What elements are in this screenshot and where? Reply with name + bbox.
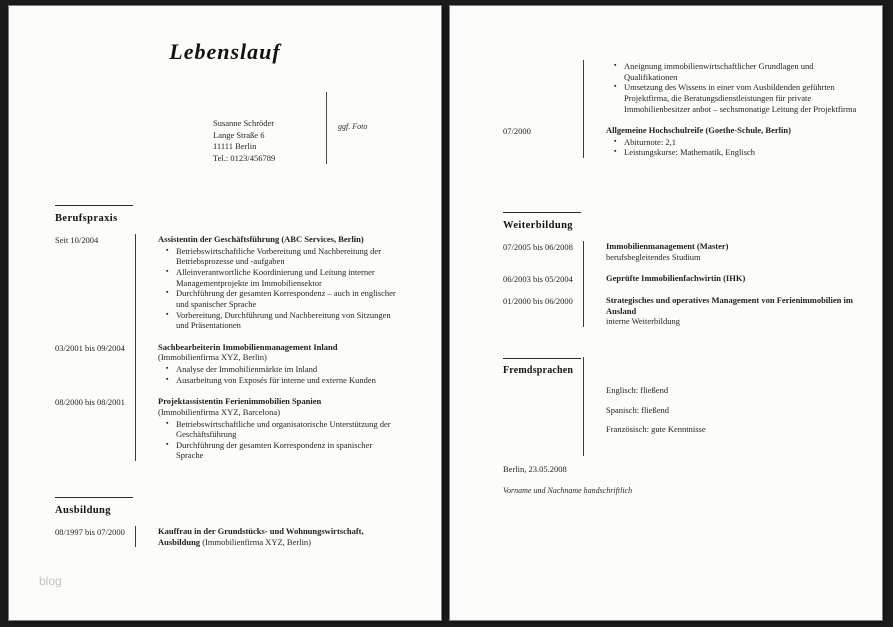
entry-management [503, 295, 861, 327]
entry-assistentin [55, 234, 397, 342]
photo-placeholder-note: ggf. Foto [338, 122, 368, 131]
fremdsprachen-heading-column [503, 357, 583, 456]
section-rule [55, 497, 133, 498]
section-rule [503, 212, 581, 213]
entry-body [583, 241, 861, 273]
entry-date: 01/2000 bis 06/2000 [503, 296, 573, 306]
entry-body [583, 125, 861, 158]
entry-projektassistentin [55, 396, 397, 461]
entry-title: Sachbearbeiterin Immobilienmanagement Inland [158, 341, 338, 352]
contact-city: 11111 Berlin [213, 141, 257, 152]
entry-master [503, 241, 861, 273]
entry-bullet-list [606, 137, 861, 158]
entry-body [135, 396, 397, 461]
language-item: Englisch: fließend [606, 385, 669, 395]
contact-divider-line [326, 92, 327, 164]
entry-date: 07/2000 [503, 126, 531, 137]
contact-name: Susanne Schröder [213, 118, 275, 128]
blog-watermark: blog [39, 574, 62, 588]
document-title: Lebenslauf [169, 39, 281, 64]
contact-phone: Tel.: 0123/456789 [213, 152, 276, 163]
entry-title: Projektassistentin Ferienimmobilien Spanien [158, 396, 322, 407]
bullet-item: ▪ Durchführung der gesamten Korrespondenz in spanischer Sprache [176, 440, 397, 461]
entry-date: Seit 10/2004 [55, 235, 99, 246]
section-ausbildung-continued [503, 60, 861, 158]
entry-date: 03/2001 bis 09/2004 [55, 342, 125, 353]
entry-fachwirtin [503, 273, 861, 295]
bullet-item: ▪ Durchführung der gesamten Korrespondenz – auch in englischer und spanischer Sprache [176, 288, 397, 309]
bullet-item: ▪ Vorbereitung, Durchführung und Nachbereitung von Sitzungen und Präsentationen [176, 310, 397, 331]
fremdsprachen-row [503, 357, 861, 456]
page-1 [8, 5, 442, 621]
entry-body [583, 295, 861, 327]
entry-subtitle: berufsbegleitendes Studium [606, 251, 701, 262]
weiterbildung-entries [503, 241, 861, 327]
entry-title: Assistentin der Geschäftsführung (ABC Services, Berlin) [158, 234, 364, 245]
entry-title: Allgemeine Hochschulreife (Goethe-Schule, Berlin) [606, 125, 791, 136]
entry-date: 06/2003 bis 05/2004 [503, 274, 573, 285]
language-item: Spanisch: fließend [606, 404, 670, 415]
entry-body [135, 342, 397, 397]
page-2 [449, 5, 883, 621]
entry-sachbearbeiterin [55, 342, 397, 397]
bullet-item: ▪ Betriebswirtschaftliche und organisatorische Unterstützung der Geschäftsführung [176, 419, 397, 440]
section-heading: Weiterbildung [503, 220, 573, 231]
bullet-item: ▪ Alleinverantwortliche Koordinierung und Leitung interner Managementprojekte im Immobiliensektor [176, 267, 397, 288]
section-heading: Berufspraxis [55, 213, 118, 224]
section-weiterbildung [503, 212, 861, 327]
section-heading: Fremdsprachen [503, 365, 574, 376]
languages-body [583, 357, 861, 456]
entry-subtitle: (Immobilienfirma XYZ, Barcelona) [158, 406, 281, 417]
section-berufspraxis [55, 205, 397, 461]
ausbildung-entries [55, 526, 397, 547]
entry-title: Kauffrau in der Grundstücks- und Wohnungswirtschaft, Ausbildung [158, 526, 364, 547]
language-item: Französisch: gute Kenntnisse [606, 424, 706, 435]
entry-body [583, 60, 861, 125]
bullet-item: ▪ Abiturnote: 2,1 [624, 137, 861, 148]
bullet-item: ▪ Ausarbeitung von Exposés für interne und externe Kunden [176, 375, 397, 386]
entry-body [135, 526, 397, 547]
signature-note: Vorname und Nachname handschriftlich [503, 485, 633, 495]
entry-subtitle: interne Weiterbildung [606, 316, 680, 327]
contact-street: Lange Straße 6 [213, 129, 265, 140]
section-ausbildung [55, 497, 397, 547]
section-fremdsprachen [503, 357, 861, 456]
entry-subtitle: (Immobilienfirma XYZ, Berlin) [158, 352, 267, 363]
contact-block [213, 118, 325, 165]
entry-kauffrau [55, 526, 397, 547]
entry-subtitle: (Immobilienfirma XYZ, Berlin) [200, 536, 312, 547]
bullet-item: ▪ Analyse der Immobilienmärkte im Inland [176, 364, 397, 375]
entry-title: Immobilienmanagement (Master) [606, 241, 729, 252]
entry-bullet-list [158, 246, 397, 331]
entry-bullet-list [606, 61, 861, 114]
entry-title: Geprüfte Immobilienfachwirtin (IHK) [606, 273, 746, 284]
section-heading: Ausbildung [55, 505, 111, 516]
entry-date: 07/2005 bis 06/2008 [503, 242, 573, 253]
berufspraxis-entries [55, 234, 397, 461]
entry-date: 08/2000 bis 08/2001 [55, 397, 125, 408]
bullet-item: ▪ Aneignung immobilienwirtschaftlicher Grundlagen und Qualifikationen [624, 61, 861, 82]
entry-date-empty [503, 60, 583, 125]
bullet-item: ▪ Leistungskurse: Mathematik, Englisch [624, 147, 861, 158]
entry-title: Strategisches und operatives Management von Ferienimmobilien im Ausland [606, 295, 853, 316]
bullet-item: ▪ Umsetzung des Wissens in einer vom Ausbildenden geführten Projektfirma, die Beratungsdienstleistungen für private Immobilienbesitzer anbot – sechsmonatige Leitung der Projektfirma [624, 82, 861, 114]
place-and-date: Berlin, 23.05.2008 [503, 464, 567, 474]
entry-body [583, 273, 861, 295]
section-rule [503, 358, 581, 359]
entry-bullet-list [158, 364, 397, 385]
entry-body [135, 234, 397, 342]
bullet-item: ▪ Betriebswirtschaftliche Vorbereitung und Nachbereitung der Betriebsprozesse und -aufgaben [176, 246, 397, 267]
signature-block [503, 464, 632, 496]
entry-bullet-list [158, 419, 397, 462]
entry-ausbildung-continuation [503, 60, 861, 125]
document-pages [8, 5, 883, 621]
entry-abitur [503, 125, 861, 158]
entry-date: 08/1997 bis 07/2000 [55, 527, 125, 538]
section-rule [55, 205, 133, 206]
